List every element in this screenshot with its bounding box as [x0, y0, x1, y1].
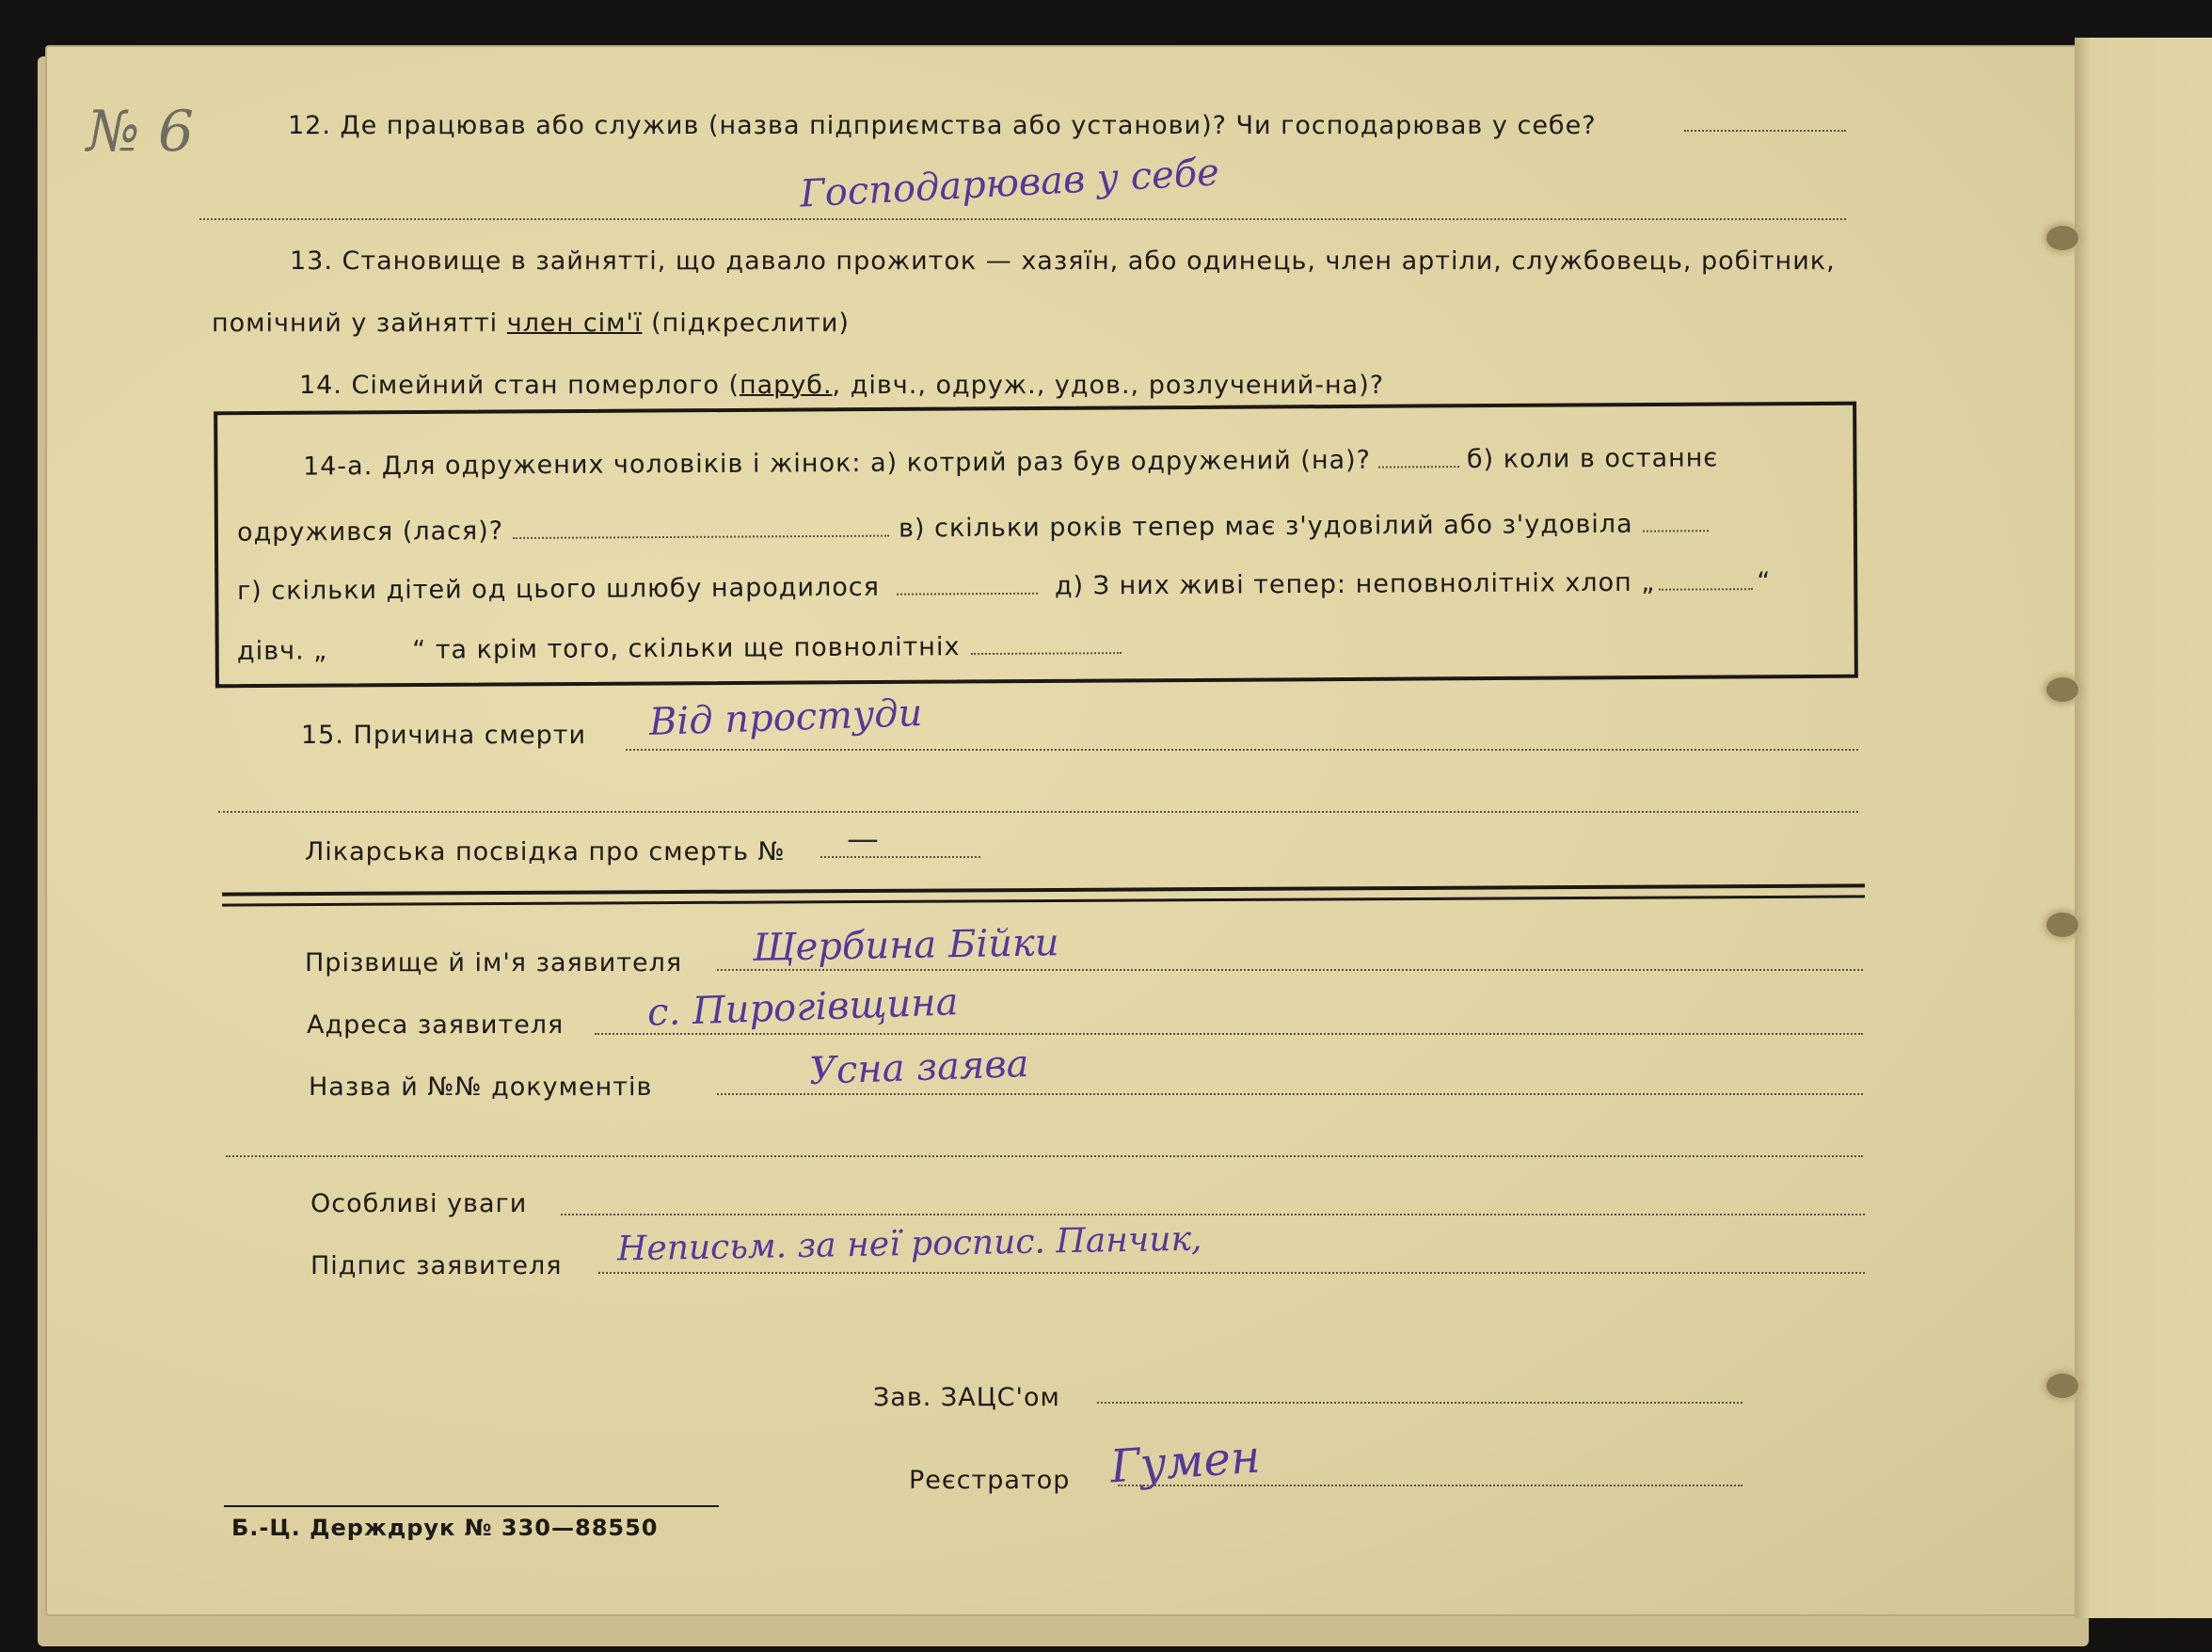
- fill-line: [226, 1155, 1863, 1157]
- q14a-line3: г) скільки дітей од цього шлюбу народилося д) З них живі тепер: неповнолітніх хлоп „ “: [236, 567, 1772, 606]
- q14-underlined-choice: паруб.: [739, 371, 833, 400]
- applicant-documents-label: Назва й №№ документів: [309, 1072, 653, 1102]
- binding-hole: [2046, 677, 2078, 702]
- registrar-signature: Гумен: [1108, 1430, 1263, 1494]
- fill-line: [199, 218, 1846, 220]
- fill-line: [1684, 130, 1846, 132]
- binding-hole: [2046, 226, 2078, 250]
- fill-line: [598, 1272, 1865, 1274]
- printer-imprint: Б.-Ц. Держдрук № 330—88550: [231, 1515, 659, 1541]
- fill-line: [717, 1093, 1863, 1095]
- fill-line: [717, 969, 1863, 971]
- head-label: Зав. ЗАЦС'ом: [873, 1383, 1060, 1412]
- q14a-line1: 14-а. Для одружених чоловіків і жінок: а) котрий раз був одружений (на)? б) коли в останнє: [302, 443, 1719, 482]
- q12-answer: Господарював у себе: [799, 151, 1220, 216]
- notes-label: Особливі уваги: [310, 1189, 528, 1218]
- registrar-label: Реєстратор: [909, 1466, 1071, 1495]
- applicant-address-label: Адреса заявителя: [307, 1010, 565, 1040]
- q13-underlined-choice: член сім'ї: [506, 309, 643, 338]
- q13-line2: помічний у зайнятті член сім'ї (підкреслити): [212, 309, 850, 338]
- q13-line1: 13. Становище в зайнятті, що давало прожиток — хазяїн, або одинець, член артіли, службовець, робітник,: [290, 246, 1836, 276]
- fill-line: [561, 1214, 1865, 1215]
- q14a-line2: одружився (лася)? в) скільки років тепер має з'удовілий або з'удовіла: [237, 509, 1709, 548]
- fill-line: [1097, 1402, 1743, 1404]
- q14a-line4: дівч. „ “ та крім того, скільки ще повнолітніх: [237, 631, 1122, 666]
- margin-note: № 6: [87, 99, 195, 165]
- q15-label: 15. Причина смерти: [301, 721, 587, 750]
- applicant-name-label: Прізвище й ім'я заявителя: [305, 948, 683, 977]
- certificate-value: —: [847, 820, 880, 858]
- fill-line: [626, 749, 1858, 751]
- signature-label: Підпис заявителя: [310, 1251, 563, 1280]
- fill-line: [595, 1033, 1863, 1035]
- q14-label: 14. Сімейний стан померлого (паруб., дівч., одруж., удов., розлучений-на)?: [299, 371, 1385, 400]
- applicant-name-value: Щербина Бійки: [752, 921, 1059, 970]
- certificate-label: Лікарська посвідка про смерть №: [305, 837, 786, 866]
- fill-line: [820, 856, 980, 858]
- fill-line: [218, 811, 1858, 813]
- fill-line: [1118, 1485, 1743, 1486]
- facing-page: [2075, 38, 2212, 1618]
- form-page: [45, 45, 2087, 1616]
- footer-rule: [224, 1505, 719, 1507]
- applicant-address-value: с. Пирогівщина: [646, 980, 960, 1035]
- q12-label: 12. Де працював або служив (назва підприємства або установи)? Чи господарював у себе?: [288, 111, 1597, 140]
- binding-hole: [2046, 913, 2078, 937]
- applicant-signature: Неписьм. за неї роспис. Панчик,: [616, 1219, 1202, 1269]
- binding-hole: [2046, 1374, 2078, 1398]
- q15-answer: Від простуди: [648, 691, 924, 745]
- applicant-documents-value: Усна заява: [808, 1041, 1030, 1094]
